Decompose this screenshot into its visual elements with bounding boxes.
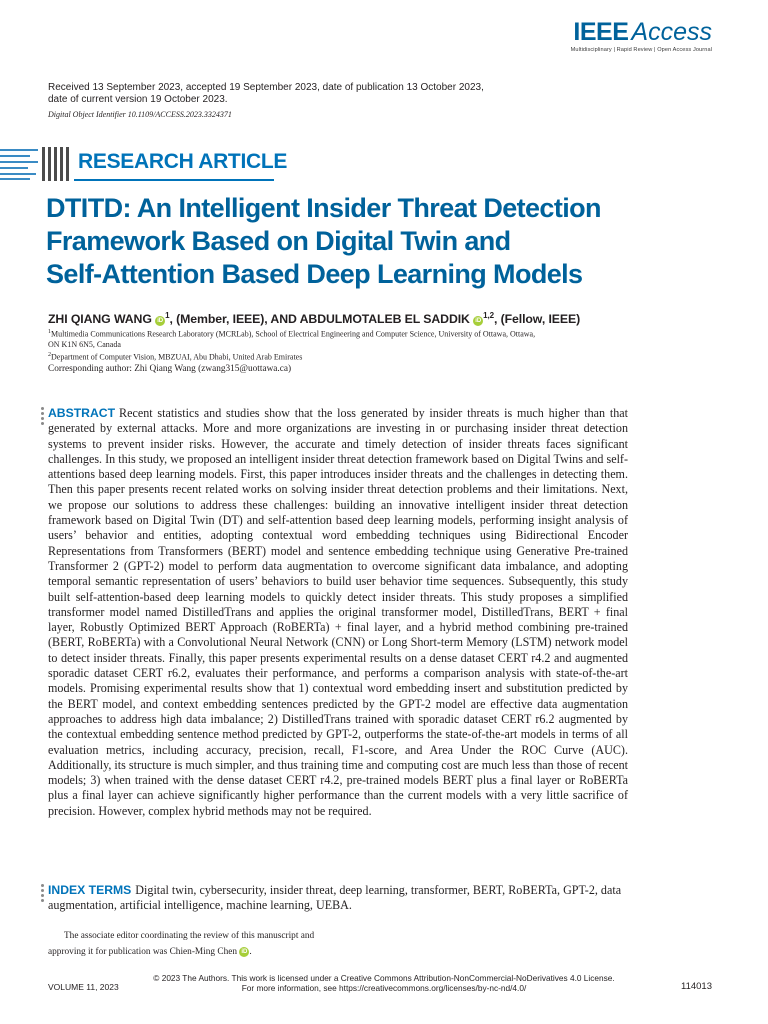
banner-stripe [0,155,30,157]
index-terms-heading: INDEX TERMS [48,883,132,897]
banner-stripe [0,161,38,163]
abstract [48,406,628,819]
author-affil-sup: 1 [165,311,170,320]
received-line: Received 13 September 2023, accepted 19 September 2023, date of publication 13 October 2023, [48,82,484,93]
affiliation-text: Multimedia Communications Research Laboratory (MCRLab), School of Electrical Engineering and Computer Science, University of Ottawa, Ottawa, [51,329,536,339]
banner-bar [48,147,51,181]
editor-note-text: approving it for publication was Chien-Ming Chen [48,947,238,957]
logo-tagline: Multidisciplinary | Rapid Review | Open Access Journal [570,47,712,53]
banner-stripe [0,167,28,169]
journal-logo [571,20,712,53]
license-link[interactable]: For more information, see https://creativecommons.org/licenses/by-nc-nd/4.0/ [241,983,527,994]
corresponding-author: Corresponding author: Zhi Qiang Wang (zwang315@uottawa.ca) [48,364,292,374]
orcid-icon[interactable]: iD [241,949,248,955]
license-line: © 2023 The Authors. This work is licensed under a Creative Commons Attribution-NonCommercial-NoDerivatives 4.0 License. [153,973,615,983]
editor-note-line [48,944,378,960]
banner-bar [54,147,57,181]
title-line: DTITD: An Intelligent Insider Threat Detection [46,193,601,223]
current-version-line: date of current version 19 October 2023. [48,94,228,106]
article-type-banner [0,147,290,181]
affiliation-text: Department of Computer Vision, MBZUAI, Abu Dhabi, United Arab Emirates [51,352,303,362]
received-dates [48,82,508,106]
editor-note-line: The associate editor coordinating the review of this manuscript and [64,931,315,941]
abstract-text: Recent statistics and studies show that the loss generated by insider threats is much higher than that generated by external attacks. More and more organizations are investing in or purchasing insider threat detection systems to prevent insider risks. However, the accurate and timely detection of insider threats faces significant challenges. In this study, we proposed an intelligent insider threat detection framework based on Digital Twins and self-attentions based deep learning models. First, this paper introduces insider threats and the challenges in detecting them. Then this paper presents recent related works on solving insider threat detection problems and their limitations. Next, we propose our solutions to address these challenges: building an innovative intelligent insider threat detection framework based on Digital Twin (DT) and self-attention based deep learning models, performing insight analysis of users’ behavior and entities, adopting contextual word embedding techniques using Bidirectional Encoder Representations from Transformers (BERT) model and sentence embedding technique using Generative Pre-trained Transformer 2 (GPT-2) model to perform data augmentation to overcome significant data imbalance, and adopting temporal semantic representation of users’ behaviors to build user behavior time sequences. Subsequently, this study built self-attention-based deep learning models to quickly detect insider threats. This study proposes a simplified transformer model named DistilledTrans and applies the original transformer model, DistilledTrans, BERT + final layer, Robustly Optimized BERT Approach (RoBERTa) + final layer, and a hybrid method combining pre-trained (BERT, RoBERTa) with a Convolutional Neural Network (CNN) or Long Short-term Memory (LSTM) network model to detect insider threats. Finally, this paper presents experimental results on a dense dataset CERT r4.2 and augmented sporadic dataset CERT r6.2, evaluates their performance, and performs a comparison analysis with state-of-the-art models. Promising experimental results show that 1) contextual word embedding insert and substitution predicted by the BERT model, and context embedding sentences predicted by the GPT-2 model are effective data augmentation approaches to address high data imbalance; 2) DistilledTrans trained with sporadic dataset CERT r6.2 augmented by the contextual embedding sentence method predicted by GPT-2, outperforms the state-of-the-art models in terms of all evaluation metrics, including accuracy, precision, recall, F1-score, and Area Under the ROC Curve (AUC). Additionally, its structure is much simpler, and thus training time and computing cost are much less than those of recent models; 3) when trained with the dense dataset CERT r4.2, pre-trained models BERT plus a final layer or RoBERTa plus a final layer can achieve significantly higher performance than the current models with a very little sacrifice of precision. However, complex hybrid methods may not be required. [48,406,628,818]
orcid-icon[interactable]: iD [155,316,165,326]
section-dots-icon [41,884,45,904]
affiliation-sup: 1 [48,329,51,335]
article-type: RESEARCH ARTICLE [78,150,288,173]
banner-bar [66,147,69,181]
author-name: ZHI QIANG WANG [48,312,152,327]
banner-bar [60,147,63,181]
orcid-icon[interactable]: iD [473,316,483,326]
banner-underline [74,179,274,181]
volume-label: VOLUME 11, 2023 [48,982,119,992]
doi: Digital Object Identifier 10.1109/ACCESS.2023.3324371 [48,110,232,119]
title-line: Self-Attention Based Deep Learning Models [46,259,583,289]
index-terms-text: Digital twin, cybersecurity, insider threat, deep learning, transformer, BERT, RoBERTa, GPT-2, data augmentation, artificial intelligence, machine learning, UEBA. [48,883,622,913]
logo-name: Access [631,18,712,46]
editor-note [48,928,378,960]
page-number: 114013 [681,981,712,992]
abstract-heading: ABSTRACT [48,406,116,420]
article-title [46,192,646,291]
author-affil-sup: 1,2 [483,311,494,320]
affiliations [48,327,608,363]
affiliation [48,350,608,363]
logo-brand: IEEE [573,18,629,46]
title-line: Framework Based on Digital Twin and [46,226,511,256]
license-notice [120,973,648,994]
author-list [48,311,580,326]
banner-stripe [0,178,30,180]
author-role: , (Fellow, IEEE) [493,312,581,327]
affiliation [48,327,608,340]
index-terms [48,883,628,914]
banner-stripe [0,173,36,175]
editor-note-end: . [249,947,252,957]
banner-stripe [0,149,38,151]
affiliation-cont: ON K1N 6N5, Canada [48,339,121,349]
author-role: , (Member, IEEE), AND [169,312,300,327]
author-name: ABDULMOTALEB EL SADDIK [299,312,470,327]
affiliation-sup: 2 [48,352,51,359]
section-dots-icon [41,407,45,427]
banner-bar [42,147,45,181]
